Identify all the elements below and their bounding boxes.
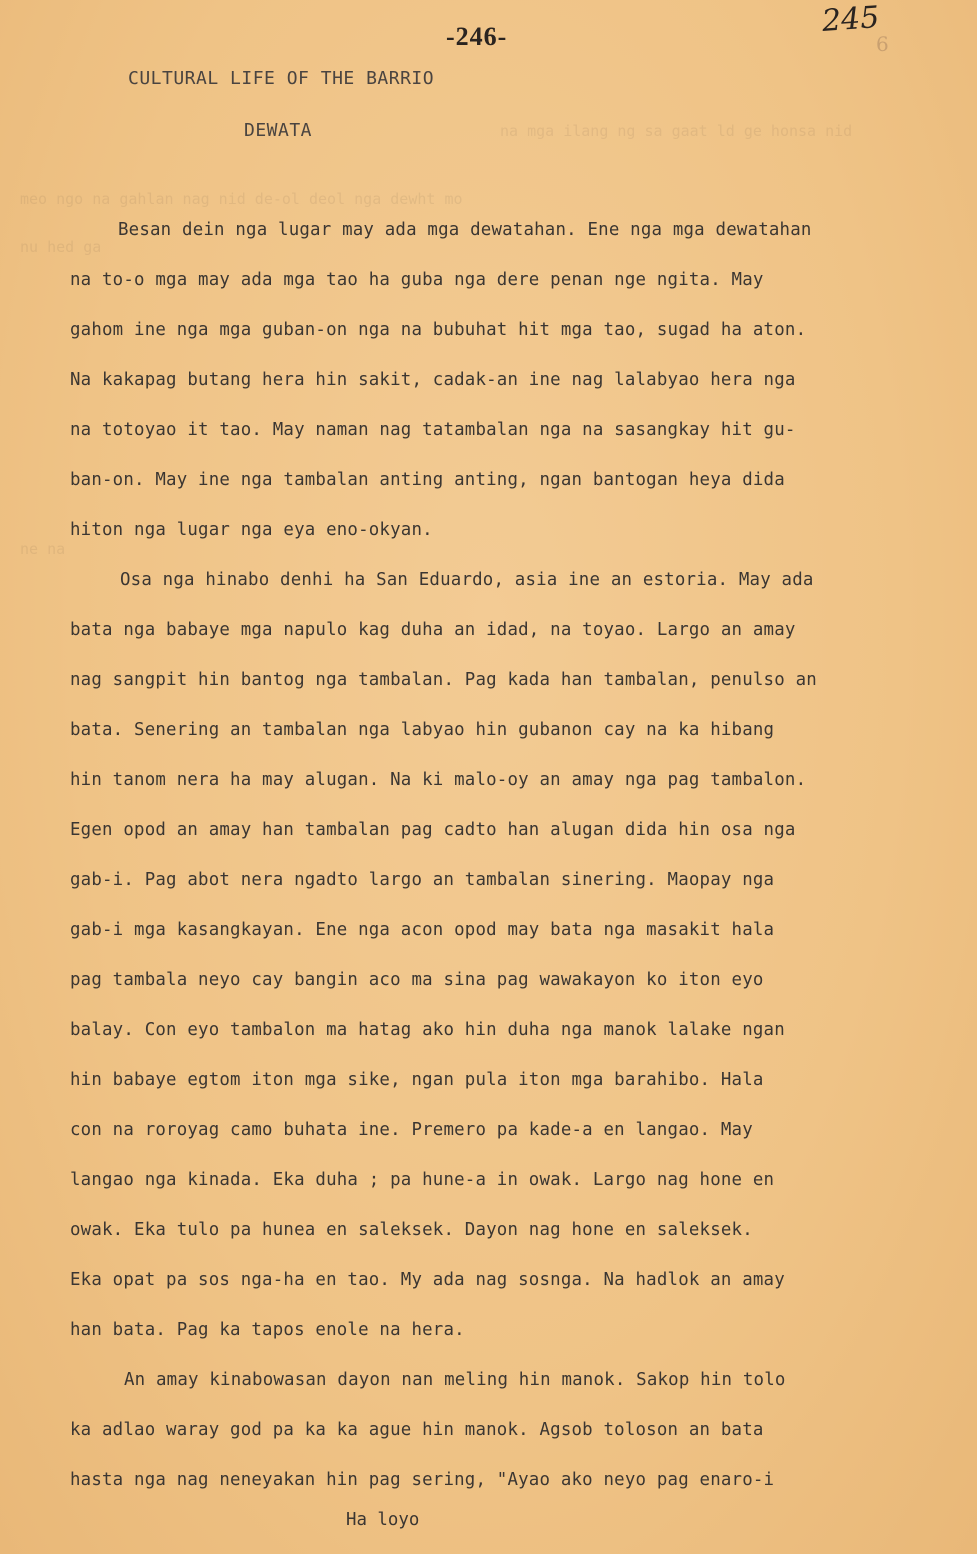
text-line: nag sangpit hin bantog nga tambalan. Pag kada han tambalan, penulso an <box>70 670 817 690</box>
text-line: An amay kinabowasan dayon nan meling hin manok. Sakop hin tolo <box>124 1370 786 1390</box>
text-line: Besan dein nga lugar may ada mga dewatahan. Ene nga mga dewatahan <box>118 220 812 240</box>
text-line: hasta nga nag neneyakan hin pag sering, "Ayao ako neyo pag enaro-i <box>70 1470 775 1490</box>
text-line: hiton nga lugar nga eya eno-okyan. <box>70 520 433 540</box>
text-line: Egen opod an amay han tambalan pag cadto han alugan dida hin osa nga <box>70 820 796 840</box>
document-title: CULTURAL LIFE OF THE BARRIO <box>128 68 435 89</box>
text-line: owak. Eka tulo pa hunea en saleksek. Dayon nag hone en saleksek. <box>70 1220 753 1240</box>
bleed-through-text: nu hed ga <box>20 238 102 256</box>
bleed-through-text: na mga ilang ng sa gaat ld ge honsa nid <box>500 122 853 140</box>
text-line: langao nga kinada. Eka duha ; pa hune-a in owak. Largo nag hone en <box>70 1170 775 1190</box>
bleed-through-text: meo ngo na gahlan nag nid de-ol deol nga dewht mo <box>20 190 463 208</box>
text-line: pag tambala neyo cay bangin aco ma sina pag wawakayon ko iton eyo <box>70 970 764 990</box>
text-line: Na kakapag butang hera hin sakit, cadak-an ine nag lalabyao hera nga <box>70 370 796 390</box>
text-line: balay. Con eyo tambalon ma hatag ako hin duha nga manok lalake ngan <box>70 1020 785 1040</box>
text-line: gab-i. Pag abot nera ngadto largo an tambalan sinering. Maopay nga <box>70 870 775 890</box>
text-line: hin babaye egtom iton mga sike, ngan pula iton mga barahibo. Hala <box>70 1070 764 1090</box>
text-line: bata nga babaye mga napulo kag duha an idad, na toyao. Largo an amay <box>70 620 796 640</box>
text-line: bata. Senering an tambalan nga labyao hin gubanon cay na ka hibang <box>70 720 775 740</box>
section-subtitle: DEWATA <box>244 120 313 141</box>
text-line: ban-on. May ine nga tambalan anting anting, ngan bantogan heya dida <box>70 470 785 490</box>
bleed-through-text: ne na <box>20 540 66 558</box>
text-line: na to-o mga may ada mga tao ha guba nga dere penan nge ngita. May <box>70 270 764 290</box>
text-line: gab-i mga kasangkayan. Ene nga acon opod may bata nga masakit hala <box>70 920 775 940</box>
page-number: -246- <box>446 22 508 51</box>
continuation-line: Ha loyo <box>346 1510 420 1530</box>
text-line: na totoyao it tao. May naman nag tatambalan nga na sasangkay hit gu- <box>70 420 796 440</box>
text-line: hin tanom nera ha may alugan. Na ki malo-oy an amay nga pag tambalon. <box>70 770 807 790</box>
text-line: gahom ine nga mga guban-on nga na bubuhat hit mga tao, sugad ha aton. <box>70 320 807 340</box>
handwritten-page-number: 245 <box>820 0 881 39</box>
text-line: ka adlao waray god pa ka ka ague hin manok. Agsob toloson an bata <box>70 1420 764 1440</box>
text-line: han bata. Pag ka tapos enole na hera. <box>70 1320 465 1340</box>
text-line: con na roroyag camo buhata ine. Premero pa kade-a en langao. May <box>70 1120 753 1140</box>
text-line: Eka opat pa sos nga-ha en tao. My ada nag sosnga. Na hadlok an amay <box>70 1270 785 1290</box>
text-line: Osa nga hinabo denhi ha San Eduardo, asia ine an estoria. May ada <box>120 570 814 590</box>
pencil-mark: 6 <box>876 32 889 56</box>
